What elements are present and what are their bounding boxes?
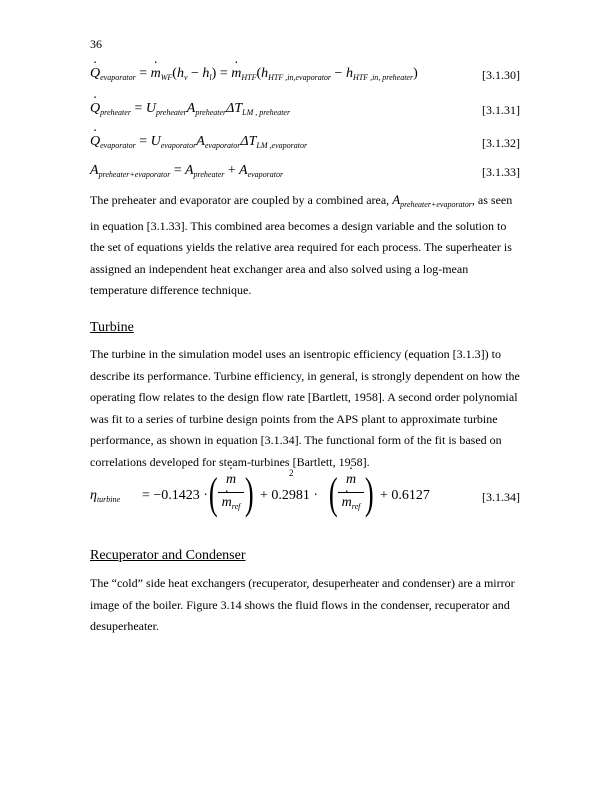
- equation-3-1-32: · $Q_{evaporator} = U_{evaporator}A_{evaporator}\Delta T_{LM ,evaporator}$ [3.1.32]: [90, 134, 520, 156]
- equation-number: [3.1.30]: [482, 68, 520, 82]
- equation-3-1-30: · $Q_{evaporator}$ = · $m_{WF}(h_v - h_l)$ = · $m_{HTF}(h_{HTF ,in,evaporator} - h_{HTF ,in, preheater})$ [3.1.30]: [90, 66, 520, 88]
- page-number: 36: [90, 37, 102, 51]
- equation-number: [3.1.34]: [482, 490, 520, 504]
- equation-3-1-31: · $Q_{preheater} = U_{preheater}A_{preheater}\Delta T_{LM , preheater}$ [3.1.31]: [90, 101, 520, 123]
- equation-number: [3.1.31]: [482, 103, 520, 117]
- equation-number: [3.1.32]: [482, 136, 520, 150]
- section-heading-recuperator-condenser: Recuperator and Condenser: [90, 548, 246, 563]
- paragraph-turbine: The turbine in the simulation model uses an isentropic efficiency (equation [3.1.3]) to describe its performance. Turbine efficiency, in general, is strongly dependent on how the operating flow relates to the design flow rate [Bartlett, 1958]. A second order polynomial was fit to a series of turbine design points from the APS plant to approximate turbine performance, as shown in equation [3.1.34]. The functional form of the fit is based on correlations developed for steam-turbines [Bartlett, 1958].: [90, 347, 520, 469]
- equation-3-1-33: $A_{preheater+evaporator} = A_{preheater} + A_{evaporator}$ [3.1.33]: [90, 163, 520, 179]
- equation-3-1-34: $\eta_{turbine}$ = −0.1423 · ( · m · $m_{ref}$ ) 2 + 0.2981 · ( · m · $m_{ref}$ ) + 0.6127 [3.1.34]: [90, 468, 520, 528]
- paragraph-recuperator-condenser: The “cold” side heat exchangers (recuperator, desuperheater and condenser) are a mirror image of the boiler. Figure 3.14 shows the fluid flows in the condenser, recuperator and desuperheater.: [90, 576, 515, 633]
- equation-number: [3.1.33]: [482, 165, 520, 179]
- section-heading-turbine: Turbine: [90, 320, 134, 335]
- paragraph-combined-area: The preheater and evaporator are coupled by a combined area, $A_{preheater+evaporator}$, as seen in equation [3.1.33]. This combined area becomes a design variable and the solution to the set of equations yields the relative area required for each process. The superheater is assigned an independent heat exchanger area and also solved using a log-mean temperature difference technique.: [90, 192, 513, 297]
